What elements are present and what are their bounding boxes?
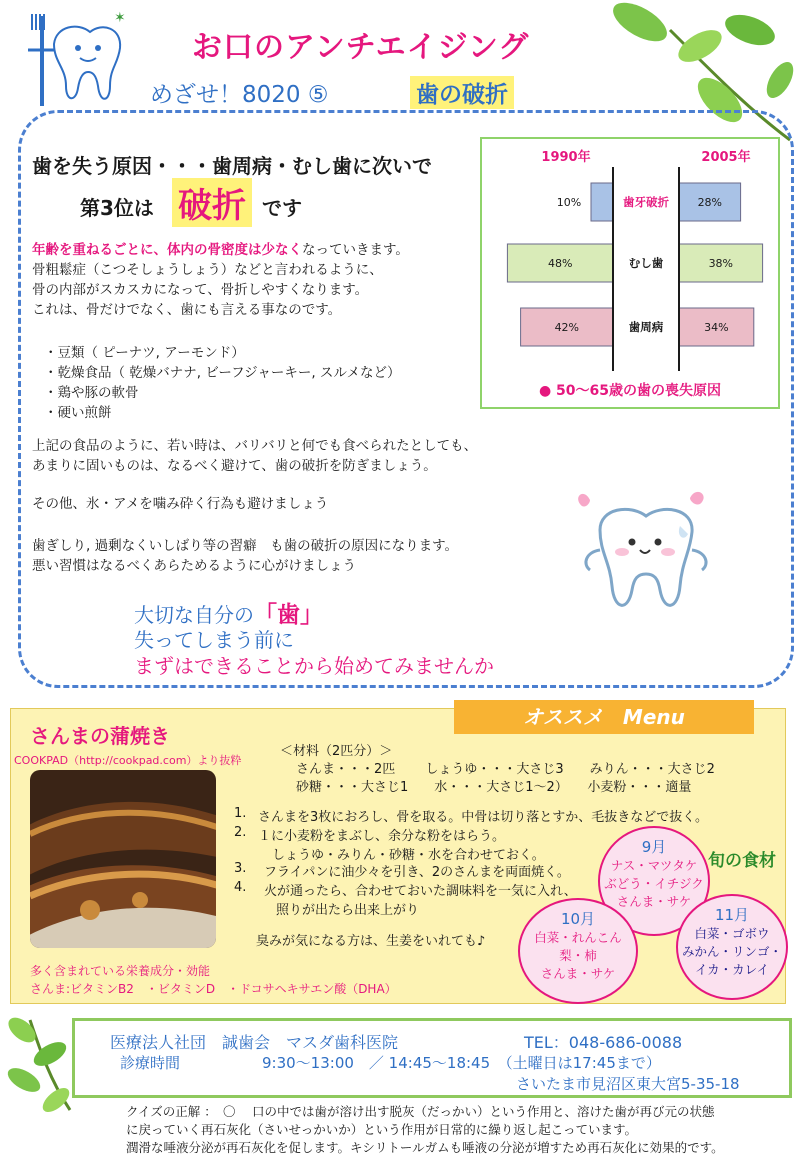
ingredients-line: 砂糖・・・大さじ1 水・・・大さじ1～2） 小麦粉・・・適量: [296, 780, 692, 795]
page-subtitle-highlight: 歯の破折: [410, 76, 514, 109]
seasonal-food: 白菜・れんこん: [534, 930, 622, 945]
month-label: 10月: [560, 910, 596, 928]
step-number: 1.: [234, 806, 247, 821]
tooth-character-icon: [560, 490, 730, 630]
page-subtitle: めざせ！8020 ⑤: [150, 82, 329, 108]
headline-line1: 歯を失う原因・・・歯周病・むし歯に次いで: [32, 154, 432, 178]
nutrition-title: 多く含まれている栄養成分・効能: [30, 964, 211, 978]
seasonal-food: ぶどう・イチジク: [604, 876, 704, 891]
data-label: 28%: [697, 196, 723, 209]
food-list-item: ・硬い煎餅: [44, 405, 112, 421]
seasonal-food: ナス・マツタケ: [610, 858, 698, 873]
data-label: 38%: [708, 257, 734, 270]
headline-line2-prefix: 第3位は: [80, 196, 154, 220]
seasonal-food: さんま・サケ: [616, 894, 692, 909]
seasonal-food: 梨・柿: [559, 948, 597, 963]
seasonal-food: 白菜・ゴボウ: [694, 926, 770, 941]
paragraph-line: 歯ぎしり, 過剰なくいしばり等の習癖 も歯の破折の原因になります。: [32, 538, 459, 554]
recipe-source: COOKPAD（http://cookpad.com）より抜粋: [14, 754, 242, 767]
headline-emphasis: 破折: [172, 178, 252, 227]
data-label: 10%: [556, 196, 582, 209]
step-number: 4.: [234, 880, 247, 895]
step-number: 3.: [234, 861, 247, 876]
bar-1990: [591, 183, 613, 221]
food-list-item: ・豆類（ ピーナツ, アーモンド）: [44, 345, 245, 361]
step-text: 照りが出たら出来上がり: [276, 903, 420, 918]
menu-tab: オススメ Menu: [454, 700, 754, 734]
recipe-tip: 臭みが気になる方は、生姜をいれても♪: [256, 934, 486, 949]
slogan-line3: まずはできることから始めてみませんか: [134, 654, 494, 678]
clinic-name: 医療法人社団 誠歯会 マスダ歯科医院: [110, 1033, 399, 1052]
category-label: 歯牙破折: [623, 195, 669, 209]
recipe-title: さんまの蒲焼き: [30, 724, 170, 748]
paragraph-line: 骨粗鬆症（こつそしょうしょう）などと言われるように、: [32, 262, 383, 278]
intro-paragraph: [32, 240, 409, 260]
ingredients-line: さんま・・・2匹 しょうゆ・・・大さじ3 みりん・・・大さじ2: [296, 762, 715, 777]
leaf-decoration-icon: [0, 1010, 80, 1120]
category-label: 歯周病: [628, 320, 664, 334]
seasonal-food: さんま・サケ: [540, 966, 616, 981]
slogan-line1-emphasis: 「歯」: [254, 602, 323, 628]
month-label: 9月: [641, 838, 667, 856]
seasonal-food: みかん・リンゴ・: [681, 944, 782, 959]
slogan-line1-prefix: 大切な自分の: [134, 603, 254, 627]
slogan-line2: 失ってしまう前に: [134, 628, 294, 652]
step-text: さんまを3枚におろし、骨を取る。中骨は切り落とすか、毛抜きなどで抜く。: [258, 810, 709, 825]
step-number: 2.: [234, 825, 247, 840]
quiz-answer-line: に戻っていく再石灰化（さいせっかいか）という作用が日常的に繰り返し起こっています。: [126, 1122, 638, 1137]
step-text: 火が通ったら、合わせておいた調味料を一気に入れ、: [264, 884, 577, 899]
seasonal-food: イカ・カレイ: [694, 962, 769, 977]
chart-caption: ● 50～65歳の歯の喪失原因: [538, 383, 722, 399]
food-list-item: ・鶏や豚の軟骨: [44, 385, 139, 401]
paragraph-line: あまりに固いものは、なるべく避けて、歯の破折を防ぎましょう。: [32, 458, 437, 474]
paragraph-line: 上記の食品のように、若い時は、バリバリと何でも食べられたとしても、: [32, 438, 478, 454]
quiz-answer-line: 潤滑な唾液分泌が再石灰化を促します。キシリトールガムも唾液の分泌が増すため再石灰化に効果的です。: [126, 1140, 724, 1155]
seasonal-label: 旬の食材: [708, 851, 776, 871]
paragraph-line: その他、氷・アメを噛み砕く行為も避けましょう: [32, 496, 329, 512]
step-text: フライパンに油少々を引き、2のさんまを両面焼く。: [264, 865, 570, 880]
tooth-loss-chart: [480, 137, 780, 409]
month-label: 11月: [714, 906, 750, 924]
chart-canvas: [482, 139, 778, 407]
page-title: お口のアンチエイジング: [192, 30, 530, 65]
month-circle-november: [676, 894, 788, 1000]
series-label: 2005年: [701, 150, 751, 165]
month-circle-october: [518, 898, 638, 1004]
step-text: １に小麦粉をまぶし、余分な粉をはらう。: [258, 829, 506, 844]
recipe-photo: [30, 770, 216, 948]
intro-rest-text: なっていきます。: [302, 242, 409, 258]
toothbrush-mascot-icon: [14, 6, 134, 110]
food-list-item: ・乾燥食品（ 乾燥バナナ, ビーフジャーキー, スルメなど）: [44, 365, 401, 381]
headline-line2-suffix: です: [262, 196, 302, 220]
nutrition-text: さんま:ビタミンB2 ・ビタミンD ・ドコサヘキサエン酸（DHA）: [30, 982, 397, 996]
data-label: 48%: [547, 257, 573, 270]
data-label: 34%: [704, 321, 729, 334]
category-label: むし歯: [628, 256, 664, 270]
clinic-hours: 9:30～13:00 ／ 14:45～18:45 （土曜日は17:45まで）: [262, 1054, 661, 1072]
quiz-answer-line: クイズの正解 ： 〇 口の中では歯が溶け出す脱灰（だっかい）という作用と、溶けた歯が再び元の状態: [126, 1104, 715, 1119]
step-text: しょうゆ・みりん・砂糖・水を合わせておく。: [272, 848, 545, 863]
clinic-address: さいたま市見沼区東大宮5-35-18: [516, 1075, 740, 1093]
series-label: 1990年: [541, 150, 591, 165]
ingredients-header: ＜材料（2匹分）＞: [280, 744, 393, 759]
paragraph-line: 悪い習慣はなるべくあらためるように心がけましょう: [32, 558, 356, 574]
clinic-hours-label: 診療時間: [120, 1054, 181, 1072]
svg-text:✶: ✶: [114, 10, 126, 26]
paragraph-line: これは、骨だけでなく、歯にも言える事なのです。: [32, 302, 342, 318]
intro-red-text: 年齢を重ねるごとに、体内の骨密度は少なく: [32, 242, 302, 258]
data-label: 42%: [554, 321, 580, 334]
paragraph-line: 骨の内部がスカスカになって、骨折しやすくなります。: [32, 282, 369, 298]
clinic-tel: TEL：048-686-0088: [524, 1033, 683, 1052]
